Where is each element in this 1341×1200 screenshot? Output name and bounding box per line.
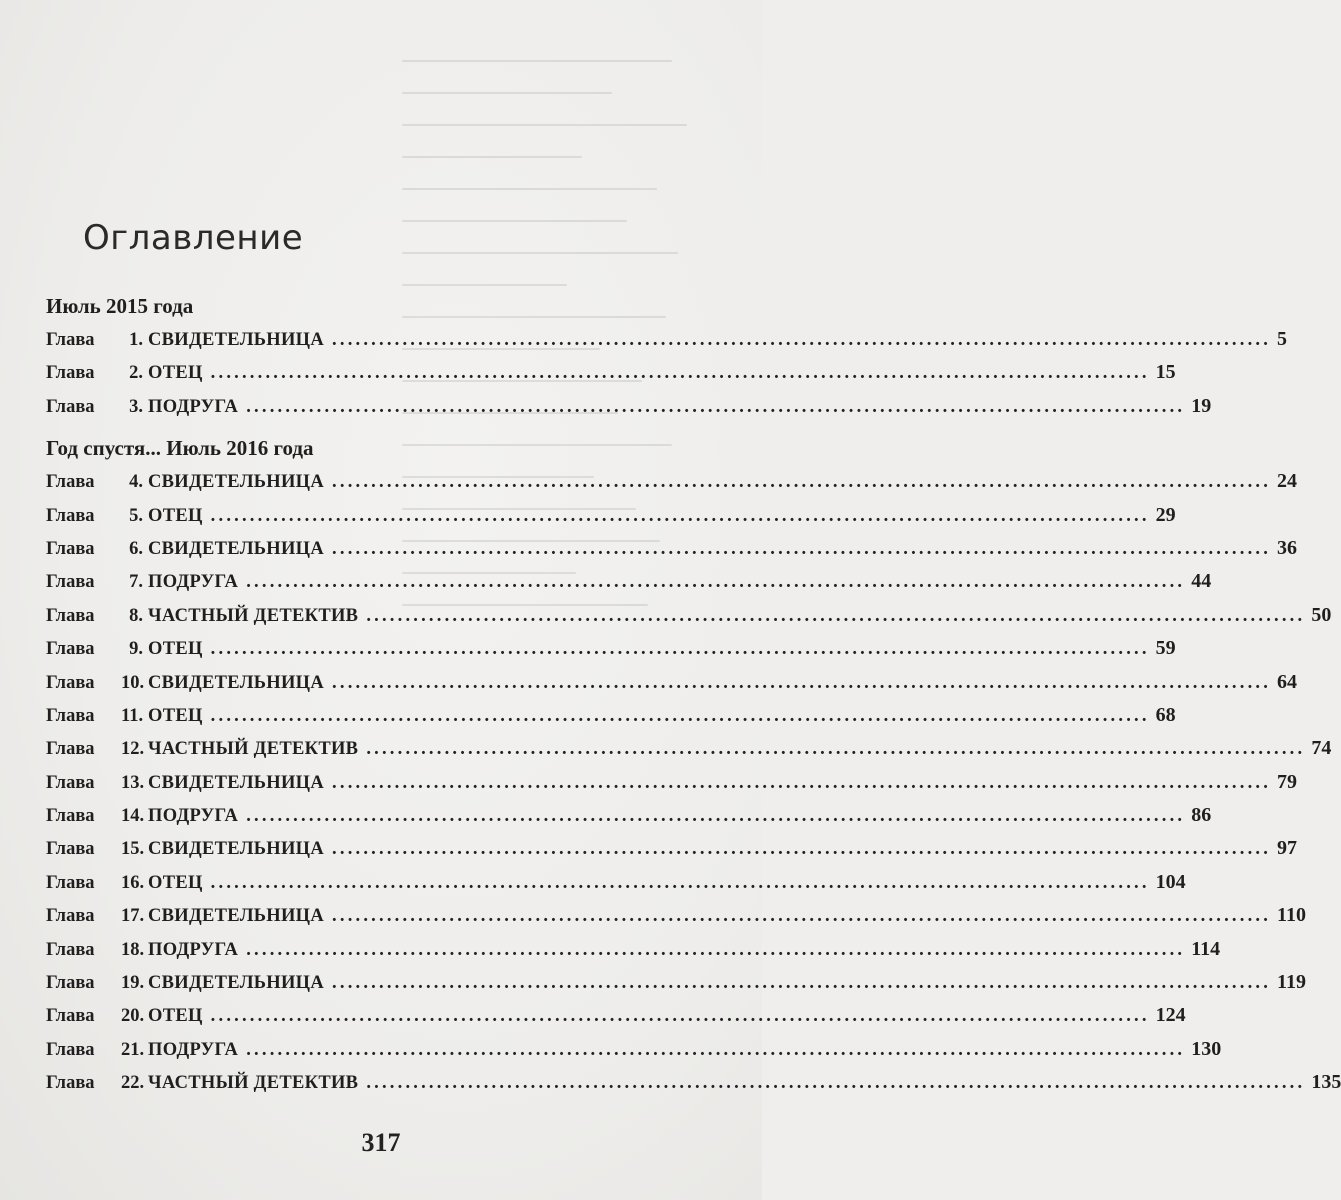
chapter-page-number: 24	[1277, 470, 1298, 493]
toc-entry[interactable]	[46, 966, 1306, 999]
chapter-label: Глава	[46, 538, 95, 559]
chapter-number: 7.	[129, 572, 143, 593]
chapter-page-number: 59	[1155, 637, 1176, 660]
chapter-number: 9.	[129, 639, 143, 660]
chapter-number: 22.	[121, 1073, 145, 1094]
chapter-page-number: 19	[1191, 394, 1212, 417]
dot-leader: ........................................................................................................................	[210, 1006, 1150, 1027]
chapter-label: Глава	[46, 839, 95, 860]
chapter-label: Глава	[46, 806, 95, 827]
section-title: Год спустя... Июль 2016 года	[46, 436, 314, 461]
chapter-page-number: 119	[1277, 971, 1306, 994]
toc-entry[interactable]	[46, 799, 1212, 832]
chapter-label: Глава	[46, 872, 95, 893]
chapter-number: 18.	[121, 939, 145, 960]
dot-leader: ........................................................................................................................	[332, 772, 1272, 793]
chapter-page-number: 44	[1191, 570, 1212, 593]
toc-entry[interactable]	[46, 766, 1298, 799]
chapter-number: 1.	[129, 330, 143, 350]
chapter-title: ОТЕЦ	[148, 505, 203, 526]
toc-entry[interactable]	[46, 1066, 1341, 1099]
toc-entry[interactable]	[46, 390, 1212, 423]
chapter-title: ЧАСТНЫЙ ДЕТЕКТИВ	[148, 1073, 359, 1094]
dot-leader: ........................................................................................................................	[332, 672, 1272, 693]
chapter-label: Глава	[46, 396, 95, 417]
chapter-label: Глава	[46, 672, 95, 693]
chapter-number: 4.	[129, 472, 143, 493]
dot-leader: ........................................................................................................................	[246, 806, 1186, 827]
chapter-title: ОТЕЦ	[148, 872, 203, 893]
toc-entry[interactable]	[46, 465, 1298, 498]
chapter-page-number: 29	[1155, 503, 1176, 526]
chapter-page-number: 5	[1277, 328, 1288, 350]
chapter-number: 19.	[121, 973, 145, 994]
chapter-number: 3.	[129, 396, 143, 417]
chapter-title: СВИДЕТЕЛЬНИЦА	[148, 472, 325, 493]
chapter-title: ОТЕЦ	[148, 363, 203, 384]
dot-leader: ........................................................................................................................	[332, 973, 1272, 994]
page-heading: Оглавление	[83, 218, 304, 258]
dot-leader: ........................................................................................................................	[366, 605, 1306, 626]
chapter-title: СВИДЕТЕЛЬНИЦА	[148, 906, 325, 927]
page-number: 317	[361, 1128, 401, 1157]
chapter-page-number: 135	[1311, 1071, 1341, 1094]
dot-leader: ........................................................................................................................	[332, 472, 1272, 493]
dot-leader: ........................................................................................................................	[210, 505, 1150, 526]
dot-leader: ........................................................................................................................	[246, 939, 1186, 960]
chapter-number: 5.	[129, 505, 143, 526]
chapter-page-number: 64	[1277, 670, 1298, 693]
chapter-title: ОТЕЦ	[148, 705, 203, 726]
chapter-label: Глава	[46, 505, 95, 526]
chapter-number: 20.	[121, 1006, 145, 1027]
toc-entry[interactable]	[46, 899, 1306, 932]
chapter-label: Глава	[46, 973, 95, 994]
chapter-label: Глава	[46, 939, 95, 960]
chapter-label: Глава	[46, 330, 95, 350]
chapter-label: Глава	[46, 1006, 95, 1027]
chapter-title: ПОДРУГА	[148, 572, 239, 593]
chapter-title: ОТЕЦ	[148, 1006, 203, 1027]
dot-leader: ........................................................................................................................	[332, 906, 1272, 927]
toc-entry[interactable]	[46, 933, 1221, 966]
dot-leader: ........................................................................................................................	[366, 739, 1306, 760]
chapter-title: ЧАСТНЫЙ ДЕТЕКТИВ	[148, 605, 359, 626]
chapter-title: ЧАСТНЫЙ ДЕТЕКТИВ	[148, 739, 359, 760]
toc-entry[interactable]	[46, 699, 1176, 732]
toc-entry[interactable]	[46, 565, 1212, 598]
chapter-number: 16.	[121, 872, 145, 893]
chapter-number: 6.	[129, 538, 143, 559]
chapter-label: Глава	[46, 605, 95, 626]
chapter-label: Глава	[46, 639, 95, 660]
chapter-number: 10.	[121, 672, 145, 693]
chapter-label: Глава	[46, 739, 95, 760]
chapter-page-number: 74	[1311, 737, 1332, 760]
chapter-label: Глава	[46, 472, 95, 493]
chapter-label: Глава	[46, 906, 95, 927]
chapter-page-number: 36	[1277, 536, 1298, 559]
chapter-title: ПОДРУГА	[148, 806, 239, 827]
chapter-label: Глава	[46, 572, 95, 593]
chapter-number: 8.	[129, 605, 143, 626]
section-title: Июль 2015 года	[46, 294, 194, 318]
toc-entry[interactable]	[46, 532, 1298, 565]
dot-leader: ........................................................................................................................	[246, 572, 1186, 593]
chapter-label: Глава	[46, 363, 95, 384]
dot-leader: ........................................................................................................................	[332, 330, 1272, 350]
chapter-page-number: 114	[1191, 937, 1221, 960]
toc-entry[interactable]	[46, 732, 1332, 765]
toc-entry[interactable]	[46, 832, 1298, 865]
chapter-title: ОТЕЦ	[148, 639, 203, 660]
dot-leader: ........................................................................................................................	[246, 1039, 1186, 1060]
chapter-number: 14.	[121, 806, 145, 827]
chapter-page-number: 110	[1277, 904, 1306, 927]
chapter-title: СВИДЕТЕЛЬНИЦА	[148, 672, 325, 693]
chapter-label: Глава	[46, 705, 95, 726]
chapter-page-number: 130	[1191, 1037, 1222, 1060]
dot-leader: ........................................................................................................................	[210, 872, 1150, 893]
chapter-title: ПОДРУГА	[148, 939, 239, 960]
dot-leader: ........................................................................................................................	[210, 639, 1150, 660]
chapter-page-number: 104	[1155, 870, 1186, 893]
dot-leader: ........................................................................................................................	[332, 839, 1272, 860]
chapter-page-number: 86	[1191, 804, 1212, 827]
chapter-title: ПОДРУГА	[148, 1039, 239, 1060]
chapter-number: 12.	[121, 739, 145, 760]
dot-leader: ........................................................................................................................	[210, 705, 1150, 726]
chapter-title: ПОДРУГА	[148, 396, 239, 417]
table-of-contents	[46, 290, 1341, 1100]
dot-leader: ........................................................................................................................	[366, 1073, 1306, 1094]
chapter-number: 17.	[121, 906, 145, 927]
chapter-page-number: 79	[1277, 770, 1298, 793]
chapter-label: Глава	[46, 1073, 95, 1094]
chapter-label: Глава	[46, 772, 95, 793]
dot-leader: ........................................................................................................................	[210, 363, 1150, 384]
chapter-title: СВИДЕТЕЛЬНИЦА	[148, 538, 325, 559]
chapter-page-number: 124	[1155, 1004, 1186, 1027]
chapter-number: 21.	[121, 1039, 145, 1060]
chapter-number: 11.	[121, 705, 144, 726]
chapter-title: СВИДЕТЕЛЬНИЦА	[148, 330, 325, 350]
toc-entry[interactable]	[46, 323, 1288, 356]
toc-entry[interactable]	[46, 999, 1186, 1032]
chapter-page-number: 68	[1155, 703, 1176, 726]
chapter-label: Глава	[46, 1039, 95, 1060]
toc-entry[interactable]	[46, 599, 1332, 632]
dot-leader: ........................................................................................................................	[246, 396, 1186, 417]
chapter-number: 2.	[129, 363, 143, 384]
dot-leader: ........................................................................................................................	[332, 538, 1272, 559]
chapter-title: СВИДЕТЕЛЬНИЦА	[148, 772, 325, 793]
toc-entry[interactable]	[46, 499, 1176, 532]
chapter-title: СВИДЕТЕЛЬНИЦА	[148, 973, 325, 994]
chapter-page-number: 97	[1277, 837, 1298, 860]
chapter-page-number: 15	[1155, 361, 1176, 384]
toc-entry[interactable]	[46, 666, 1298, 699]
toc-entry[interactable]	[46, 356, 1176, 389]
chapter-number: 13.	[121, 772, 145, 793]
chapter-number: 15.	[121, 839, 145, 860]
chapter-page-number: 50	[1311, 603, 1332, 626]
toc-entry[interactable]	[46, 1033, 1222, 1066]
chapter-title: СВИДЕТЕЛЬНИЦА	[148, 839, 325, 860]
toc-entry[interactable]	[46, 866, 1186, 899]
toc-entry[interactable]	[46, 632, 1176, 665]
